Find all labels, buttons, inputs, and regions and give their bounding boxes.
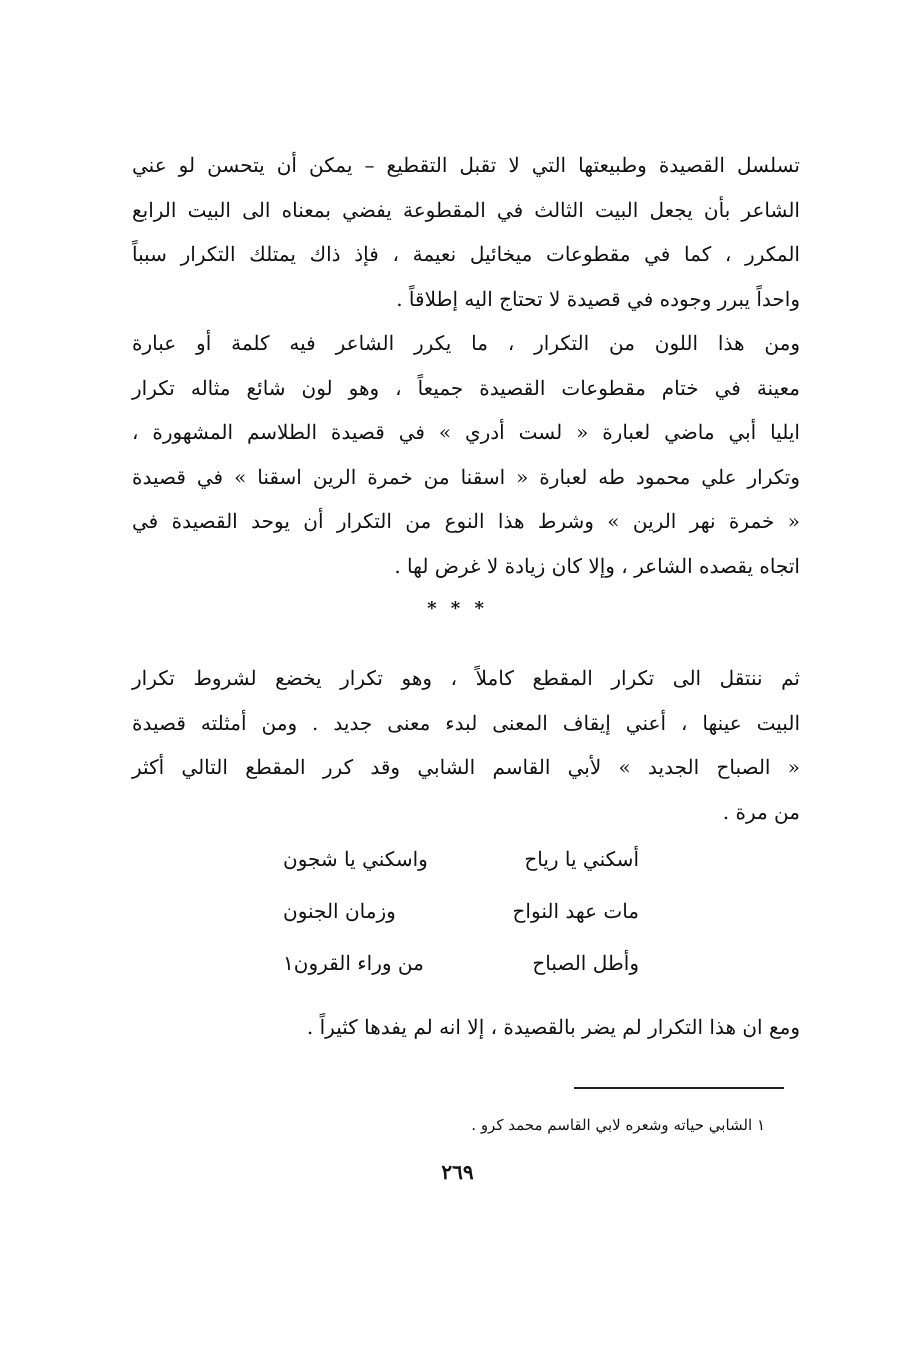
text-line: ومع ان هذا التكرار لم يضر بالقصيدة ، إلا انه لم يفدها كثيراً .	[306, 1015, 800, 1039]
text-line: اتجاه يقصده الشاعر ، وإلا كان زيادة لا غرض لها .	[394, 553, 800, 578]
verse-first-hemistich: مات عهد النواح	[512, 899, 639, 923]
verse-first-hemistich: وأطل الصباح	[532, 951, 639, 975]
text-line: وتكرار علي محمود طه لعبارة « اسقنا من خمرة الرين اسقنا » في قصيدة	[132, 464, 800, 489]
verse-second-hemistich: واسكني يا شجون	[283, 847, 428, 871]
text-line: معينة في ختام مقطوعات القصيدة جميعاً ، وهو لون شائع مثاله تكرار	[132, 375, 800, 400]
poem-verse	[283, 837, 639, 889]
poem-verse	[283, 941, 639, 993]
footnote-divider	[574, 1087, 784, 1089]
verse-second-hemistich: وزمان الجنون	[283, 899, 396, 923]
text-line: ومن هذا اللون من التكرار ، ما يكرر الشاعر فيه كلمة أو عبارة	[132, 331, 800, 355]
footnote: ١ الشابي حياته وشعره لابي القاسم محمد كرو .	[471, 1116, 765, 1134]
text-line: ثم ننتقل الى تكرار المقطع كاملاً ، وهو تكرار يخضع لشروط تكرار	[132, 666, 800, 690]
verse-second-hemistich: من وراء القرون١	[283, 951, 424, 975]
text-line: « خمرة نهر الرين » وشرط هذا النوع من التكرار أن يوحد القصيدة في	[132, 509, 800, 533]
page-number: ٢٦٩	[441, 1160, 474, 1184]
section-separator: * * *	[427, 598, 488, 619]
text-line: من مرة .	[722, 799, 800, 824]
text-line: « الصباح الجديد » لأبي القاسم الشابي وقد كرر المقطع التالي أكثر	[132, 755, 800, 779]
text-line: تسلسل القصيدة وطبيعتها التي لا تقبل التقطيع – يمكن أن يتحسن لو عني	[132, 153, 800, 177]
poem-verse	[283, 889, 639, 941]
poem-stanza	[283, 837, 639, 993]
text-line: المكرر ، كما في مقطوعات ميخائيل نعيمة ، فإذ ذاك يمتلك التكرار سبباً	[132, 242, 800, 266]
text-line: الشاعر بأن يجعل البيت الثالث في المقطوعة يفضي بمعناه الى البيت الرابع	[132, 197, 800, 222]
text-line: البيت عينها ، أعني إيقاف المعنى لبدء معنى جديد . ومن أمثلته قصيدة	[132, 710, 800, 735]
paragraph-2	[132, 321, 800, 588]
text-line: واحداً يبرر وجوده في قصيدة لا تحتاج اليه إطلاقاً .	[396, 286, 800, 311]
verse-first-hemistich: أسكني يا رياح	[524, 847, 639, 871]
text-line: ايليا أبي ماضي لعبارة « لست أدري » في قصيدة الطلاسم المشهورة ،	[132, 420, 800, 444]
paragraph-3	[132, 656, 800, 834]
paragraph-4	[132, 1005, 800, 1050]
paragraph-1	[132, 143, 800, 321]
